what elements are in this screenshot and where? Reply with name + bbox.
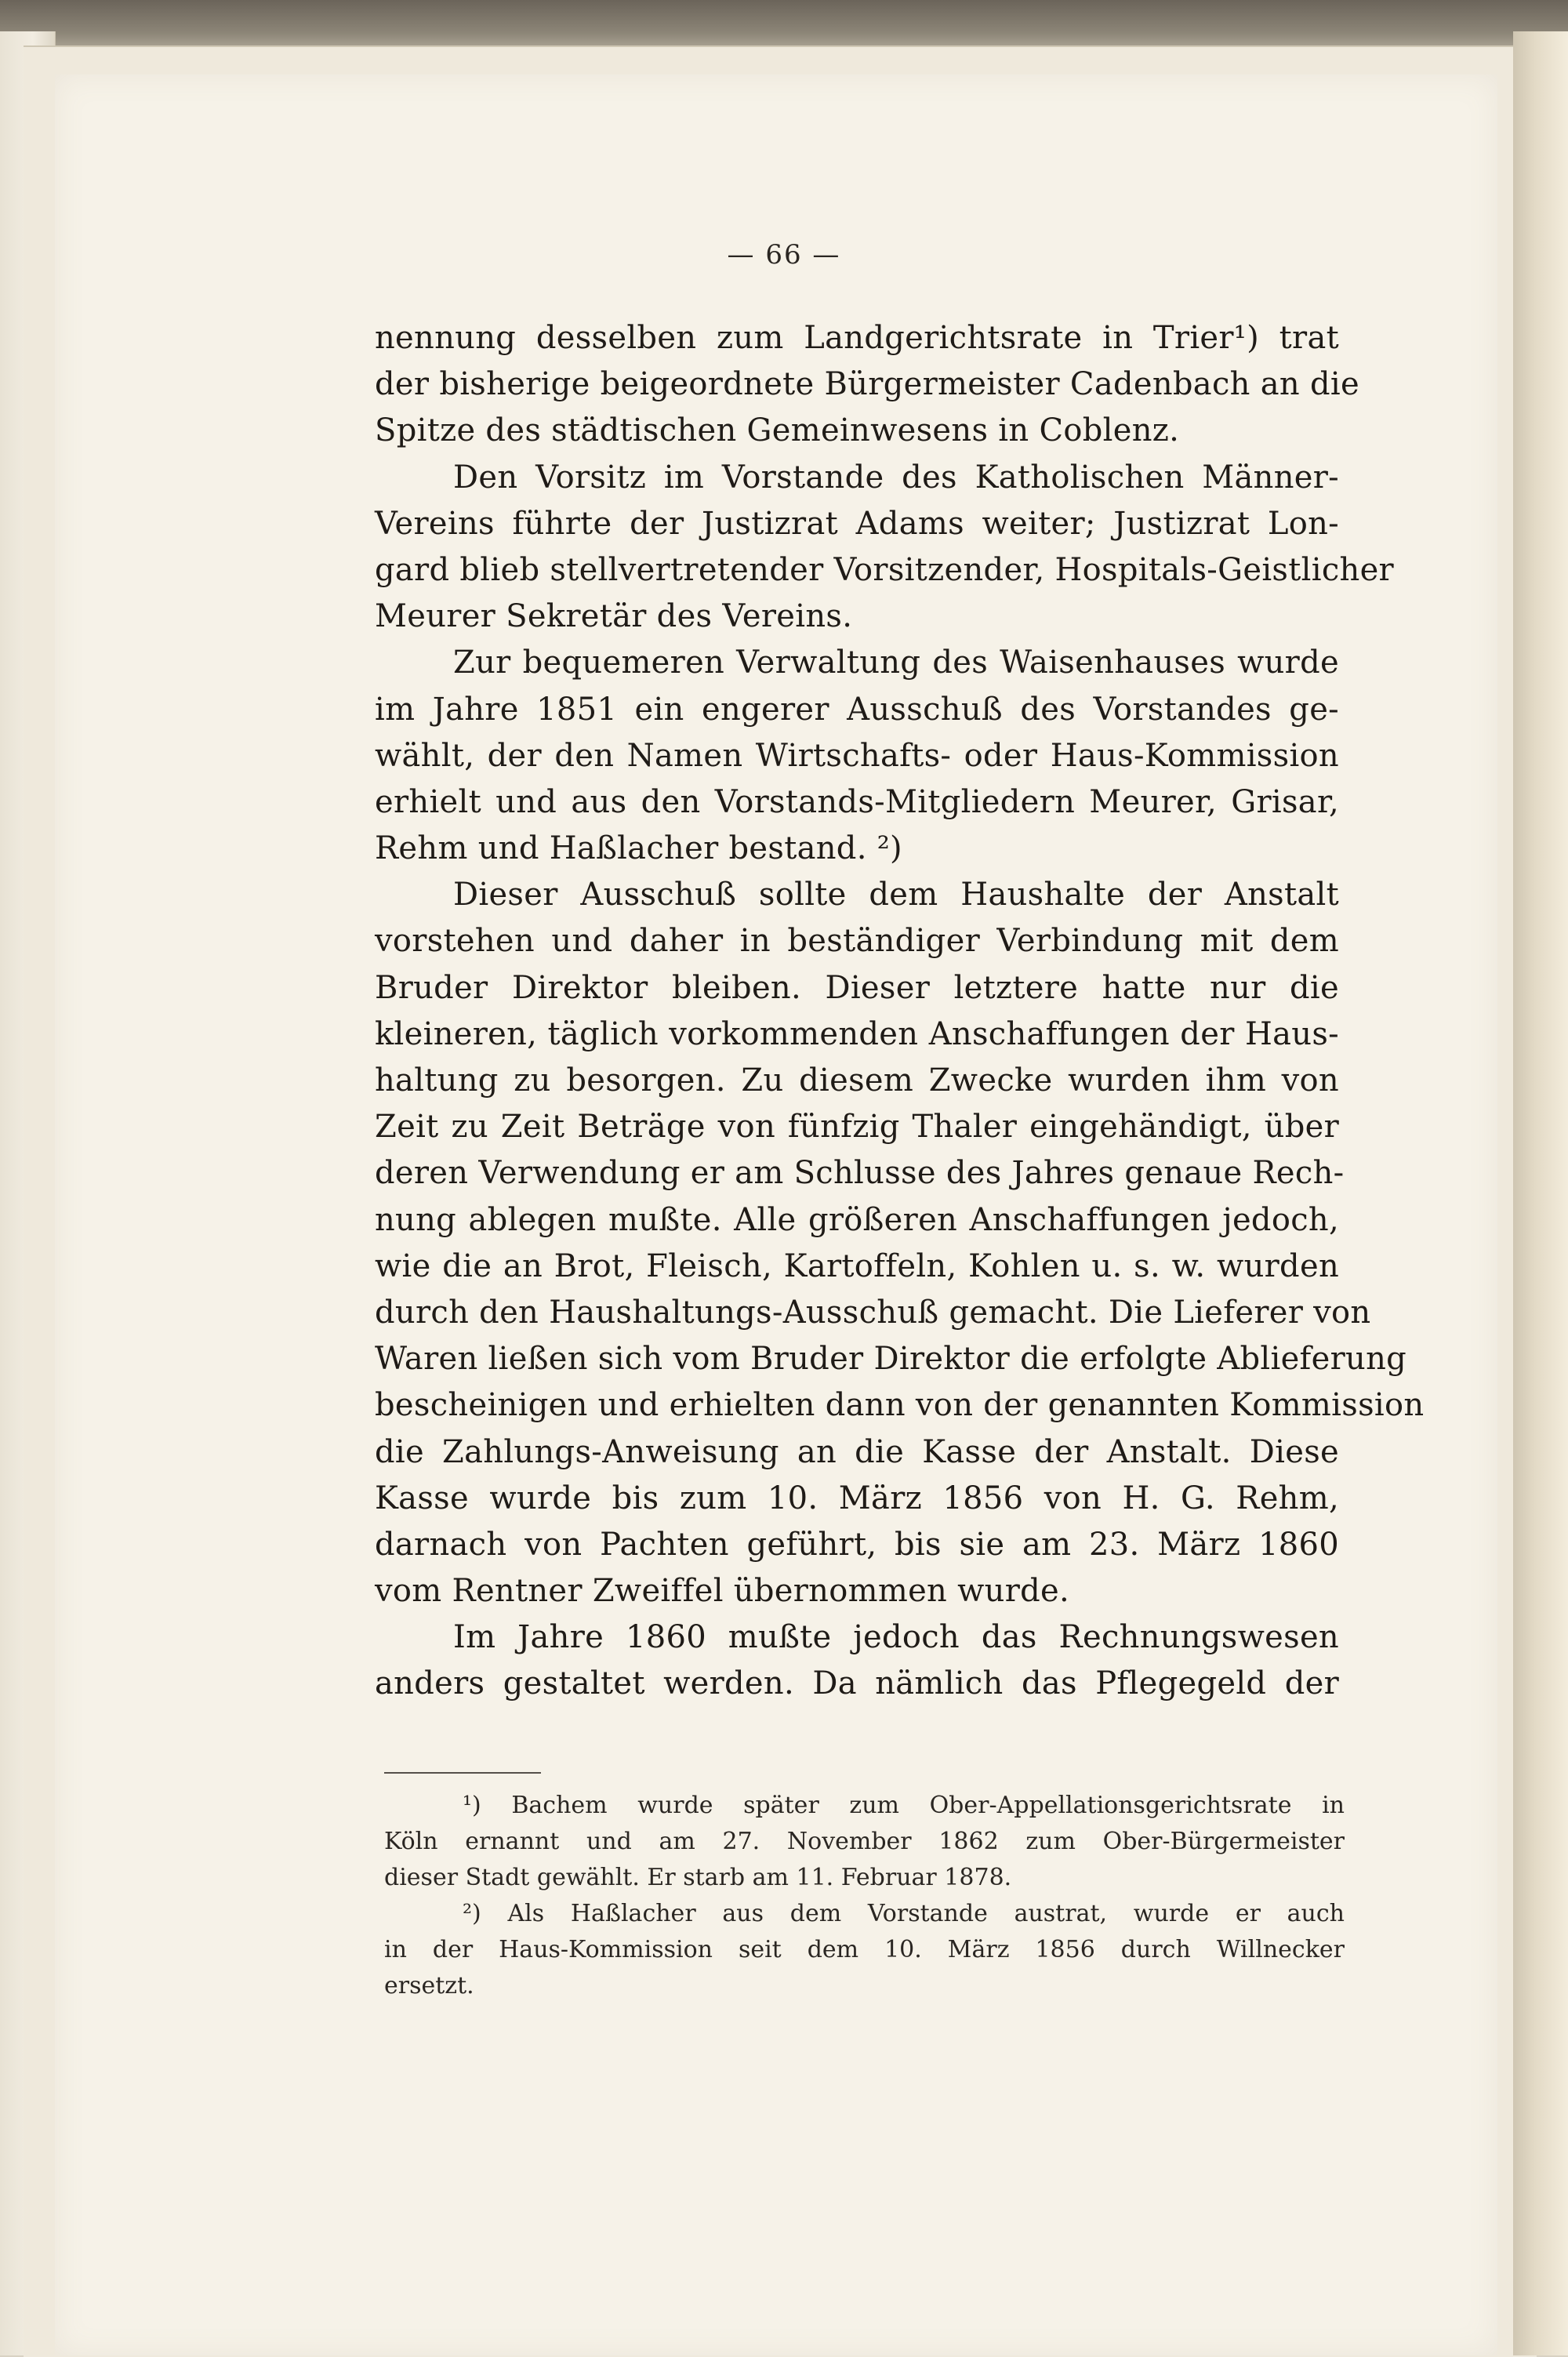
text-line: wählt, der den Namen Wirtschafts- oder Haus-Kommission bbox=[375, 737, 1339, 774]
text-line: Spitze des städtischen Gemeinwesens in Coblenz. bbox=[375, 412, 1180, 449]
page-number: — 66 — bbox=[727, 239, 841, 271]
text-line: Rehm und Haßlacher bestand. ²) bbox=[375, 830, 902, 867]
text-line: Zur bequemeren Verwaltung des Waisenhauses wurde bbox=[453, 645, 1339, 681]
text-line: Zeit zu Zeit Beträge von fünfzig Thaler eingehändigt, über bbox=[375, 1109, 1339, 1146]
text-line: anders gestaltet werden. Da nämlich das Pflegegeld der bbox=[375, 1665, 1339, 1702]
footnote-line: ¹) Bachem wurde später zum Ober-Appellationsgerichtsrate in bbox=[463, 1792, 1345, 1819]
text-line: Vereins führte der Justizrat Adams weiter; Justizrat Lon- bbox=[375, 505, 1339, 542]
footnote-divider bbox=[384, 1772, 541, 1774]
text-line: Den Vorsitz im Vorstande des Katholischen Männer- bbox=[453, 459, 1339, 496]
text-line: wie die an Brot, Fleisch, Kartoffeln, Kohlen u. s. w. wurden bbox=[375, 1248, 1339, 1284]
text-line: Im Jahre 1860 mußte jedoch das Rechnungswesen bbox=[453, 1619, 1339, 1656]
text-line: Meurer Sekretär des Vereins. bbox=[375, 598, 853, 635]
text-line: darnach von Pachten geführt, bis sie am 23. März 1860 bbox=[375, 1526, 1339, 1563]
text-line: der bisherige beigeordnete Bürgermeister Cadenbach an die bbox=[375, 366, 1359, 403]
footnote-line: dieser Stadt gewählt. Er starb am 11. Februar 1878. bbox=[384, 1864, 1012, 1891]
text-line: erhielt und aus den Vorstands-Mitgliedern Meurer, Grisar, bbox=[375, 783, 1339, 820]
footnote-line: ²) Als Haßlacher aus dem Vorstande austrat, wurde er auch bbox=[463, 1900, 1345, 1927]
footnote-line: in der Haus-Kommission seit dem 10. März 1856 durch Willnecker bbox=[384, 1936, 1345, 1963]
main-text bbox=[375, 315, 1425, 1708]
text-line: vorstehen und daher in beständiger Verbindung mit dem bbox=[375, 923, 1339, 960]
footnote-line: ersetzt. bbox=[384, 1972, 474, 1999]
text-line: Waren ließen sich vom Bruder Direktor die erfolgte Ablieferung bbox=[375, 1341, 1407, 1378]
text-line: Bruder Direktor bleiben. Dieser letztere hatte nur die bbox=[375, 969, 1339, 1006]
text-line: Kasse wurde bis zum 10. März 1856 von H. G. Rehm, bbox=[375, 1480, 1339, 1516]
text-line: Dieser Ausschuß sollte dem Haushalte der Anstalt bbox=[453, 877, 1339, 913]
text-line: kleineren, täglich vorkommenden Anschaffungen der Haus- bbox=[375, 1015, 1339, 1052]
text-line: deren Verwendung er am Schlusse des Jahres genaue Rech- bbox=[375, 1155, 1345, 1192]
footnote-line: Köln ernannt und am 27. November 1862 zum Ober-Bürgermeister bbox=[384, 1828, 1345, 1855]
text-line: gard blieb stellvertretender Vorsitzender, Hospitals-Geistlicher bbox=[375, 551, 1394, 588]
text-line: bescheinigen und erhielten dann von der genannten Kommission bbox=[375, 1387, 1425, 1424]
text-line: nennung desselben zum Landgerichtsrate in Trier¹) trat bbox=[375, 320, 1339, 356]
text-line: durch den Haushaltungs-Ausschuß gemacht. Die Lieferer von bbox=[375, 1294, 1371, 1331]
page-stack-right-edge bbox=[1513, 31, 1568, 2355]
text-line: vom Rentner Zweiffel übernommen wurde. bbox=[375, 1573, 1070, 1610]
text-line: im Jahre 1851 ein engerer Ausschuß des Vorstandes ge- bbox=[375, 691, 1339, 728]
footnotes bbox=[384, 1788, 1345, 2004]
text-line: nung ablegen mußte. Alle größeren Anschaffungen jedoch, bbox=[375, 1201, 1339, 1238]
text-line: die Zahlungs-Anweisung an die Kasse der Anstalt. Diese bbox=[375, 1433, 1339, 1470]
text-line: haltung zu besorgen. Zu diesem Zwecke wurden ihm von bbox=[375, 1062, 1339, 1099]
